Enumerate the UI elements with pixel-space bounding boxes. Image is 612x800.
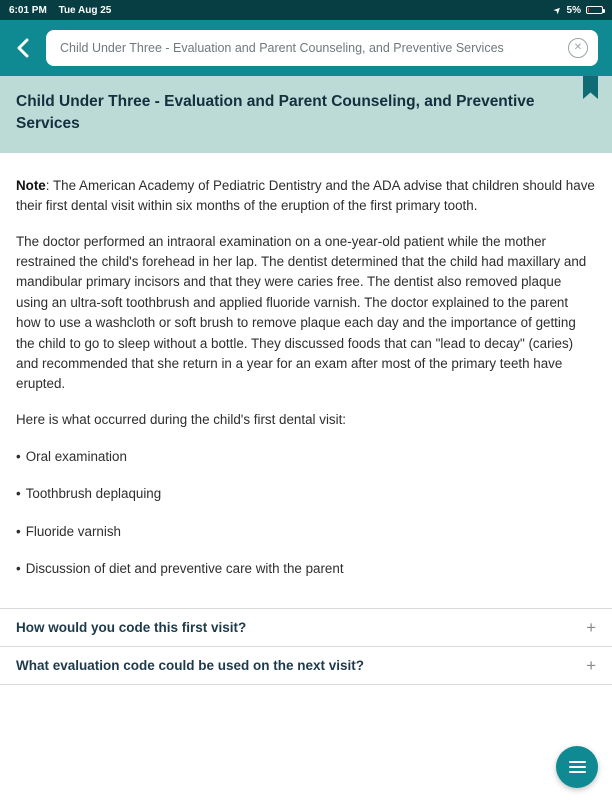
title-banner	[0, 76, 612, 153]
bullet-item	[16, 522, 596, 542]
bullet-glyph: •	[16, 561, 21, 577]
status-time: 6:01 PM	[9, 4, 47, 16]
bullet-text: Oral examination	[25, 449, 127, 465]
search-input[interactable]	[58, 40, 560, 56]
accordion-list	[0, 608, 612, 685]
page-title: Child Under Three - Evaluation and Parent Counseling, and Preventive Services	[16, 93, 535, 133]
status-right	[551, 3, 603, 16]
plus-icon: +	[586, 617, 596, 637]
note-label: Note	[16, 177, 46, 193]
list-intro: Here is what occurred during the child's first dental visit:	[16, 411, 347, 427]
accordion-question-text: How would you code this first visit?	[16, 619, 247, 635]
bullet-text: Toothbrush deplaquing	[25, 486, 162, 502]
accordion-question-1[interactable]	[0, 609, 612, 647]
accordion-question-2[interactable]	[0, 647, 612, 685]
close-icon: ✕	[573, 42, 583, 53]
battery-icon	[586, 6, 603, 14]
case-paragraph: The doctor performed an intraoral examination on a one-year-old patient while the mother restrained the child's forehead in her lap. The dentist determined that the child had maxillary and mandibular primary incisors and that they were caries free. The dentist also removed plaque using an ultra-soft toothbrush and applied fluoride varnish. The doctor explained to the parent how to use a washcloth or soft brush to remove plaque each day and the importance of getting the child to go to sleep without a bottle. They discussed foods that can "lead to decay" (caries) and recommended that she return in a year for an exam after most of the primary teeth have erupted.	[16, 233, 587, 392]
bullet-text: Discussion of diet and preventive care with the parent	[25, 561, 344, 577]
status-left	[9, 5, 120, 16]
bullet-glyph: •	[16, 449, 21, 465]
note-paragraph	[16, 176, 596, 217]
bullet-item	[16, 484, 596, 504]
accordion-question-text: What evaluation code could be used on the next visit?	[16, 657, 365, 673]
back-button[interactable]	[12, 37, 34, 59]
bullet-glyph: •	[16, 486, 21, 502]
bullet-item	[16, 559, 596, 579]
fab-menu-button[interactable]	[556, 746, 598, 788]
menu-icon	[569, 761, 586, 773]
location-arrow-icon: ➤	[551, 3, 564, 16]
clear-search-button[interactable]	[568, 38, 588, 58]
bullet-item	[16, 447, 596, 467]
note-text: : The American Academy of Pediatric Dentistry and the ADA advise that children should have their first dental visit within six months of the eruption of the first primary tooth.	[16, 177, 595, 214]
bullet-text: Fluoride varnish	[25, 523, 121, 539]
status-bar	[0, 0, 612, 20]
chevron-left-icon	[15, 38, 31, 58]
header-bar	[0, 20, 612, 76]
plus-icon: +	[586, 655, 596, 675]
bullet-glyph: •	[16, 523, 21, 539]
article-content	[0, 153, 612, 580]
status-date: Tue Aug 25	[58, 4, 112, 16]
battery-percent: 5%	[566, 4, 581, 16]
search-bar[interactable]	[46, 30, 598, 66]
bookmark-icon[interactable]	[583, 76, 598, 100]
